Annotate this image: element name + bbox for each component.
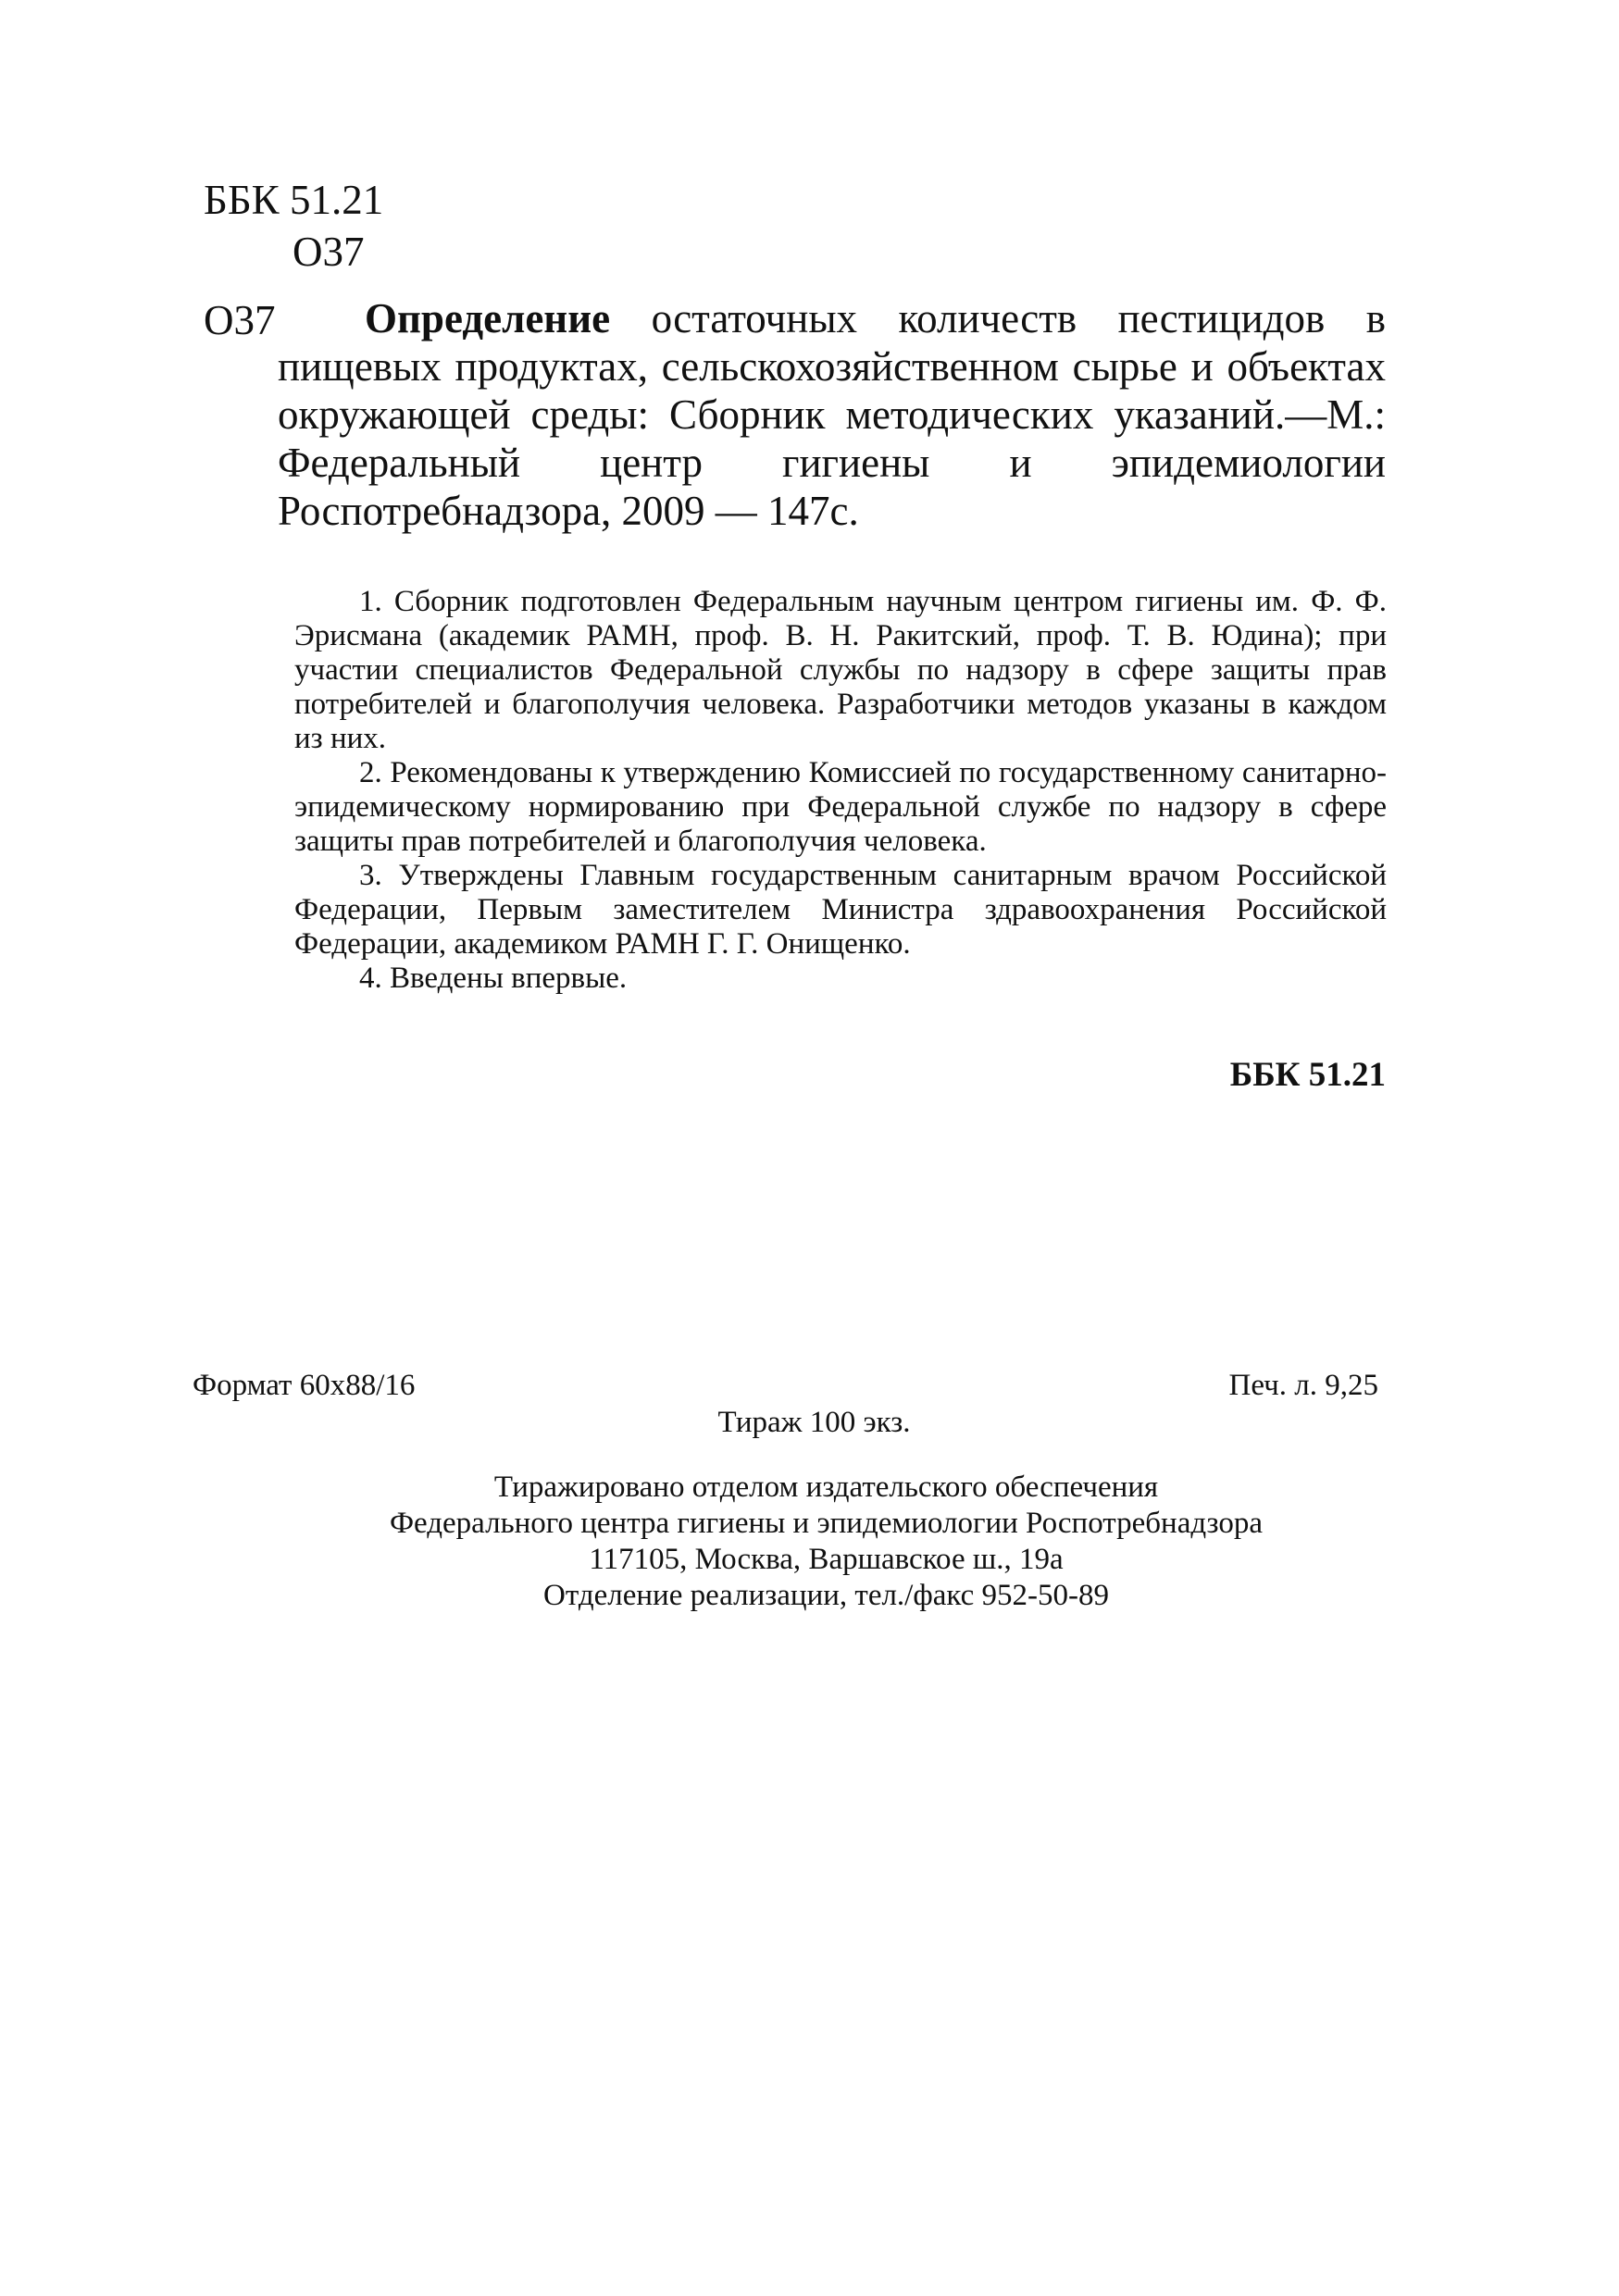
author-mark: О37 — [293, 229, 365, 275]
bbk-index: ББК 51.21 — [204, 177, 384, 223]
imprint-line: 117105, Москва, Варшавское ш., 19а — [589, 1543, 1064, 1576]
bibliographic-citation — [278, 294, 1386, 535]
imprint-line: Отделение реализации, тел./факс 952-50-89 — [543, 1579, 1109, 1612]
note-item: 1. Сборник подготовлен Федеральным научным центром гигиены им. Ф. Ф. Эрисмана (академик РАМН, проф. В. Н. Ракитский, проф. Т. В. Юдина); при участии специалистов Федеральной службы по надзору в сфере защиты прав потребителей и благополучия человека. Разработчики методов указаны в каждом из них. — [294, 585, 1387, 755]
citation-title-word: Определение — [365, 295, 611, 341]
note-item: 4. Введены впервые. — [359, 962, 628, 995]
bbk-footer: ББК 51.21 — [1229, 1056, 1386, 1094]
notes-section — [294, 585, 1387, 996]
print-run: Тираж 100 экз. — [717, 1406, 911, 1439]
publisher-imprint — [0, 1470, 1619, 1614]
imprint-line: Федерального центра гигиены и эпидемиологии Роспотребнадзора — [389, 1507, 1264, 1540]
note-item: 3. Утверждены Главным государственным санитарным врачом Российской Федерации, Первым заместителем Министра здравоохранения Российской Федерации, академиком РАМН Г. Г. Онищенко. — [294, 859, 1387, 961]
citation-text: остаточных количеств пестицидов в пищевых продуктах, сельскохозяйственном сырье и объектах окружающей среды: Сборник методических указаний.—М.: Федеральный центр гигиены и эпидемиологии Роспотребнадзора, 2009 — 147с. — [278, 295, 1386, 534]
format-info: Формат 60x88/16 — [193, 1369, 416, 1402]
note-item: 2. Рекомендованы к утверждению Комиссией по государственному санитарно-эпидемическому нормированию при Федеральной службе по надзору в сфере защиты прав потребителей и благополучия человека. — [294, 756, 1387, 858]
citation-mark: О37 — [204, 297, 276, 343]
imprint-line: Тиражировано отделом издательского обеспечения — [493, 1471, 1159, 1504]
printed-sheets: Печ. л. 9,25 — [1228, 1369, 1378, 1402]
